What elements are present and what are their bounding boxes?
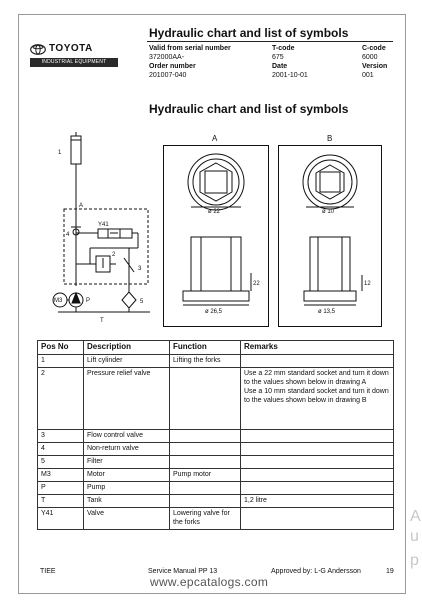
cell-function <box>170 430 241 443</box>
col-description: Description <box>84 341 170 355</box>
cell-function <box>170 482 241 495</box>
table-row <box>38 368 394 430</box>
ccode-label: C-code <box>362 45 386 52</box>
cell-description: Valve <box>84 508 170 530</box>
table-row <box>38 430 394 443</box>
side-ghost-1: A <box>410 508 421 525</box>
cell-pos: 4 <box>38 443 84 456</box>
solenoid-valve-symbol <box>98 229 108 238</box>
table-row <box>38 508 394 530</box>
footer-manual: Service Manual PP 13 <box>148 568 218 575</box>
document-title: Hydraulic chart and list of symbols <box>149 26 349 40</box>
cell-pos: P <box>38 482 84 495</box>
order-number-value: 201007-040 <box>149 72 187 79</box>
drawing-a-label: A <box>212 134 218 143</box>
schematic-label-5: 5 <box>140 299 144 305</box>
drawing-a-bottom-dim: ø 26,5 <box>205 309 223 315</box>
cell-description: Motor <box>84 469 170 482</box>
cell-remarks <box>241 355 394 368</box>
brand-subtitle: INDUSTRIAL EQUIPMENT <box>30 58 118 67</box>
table-row <box>38 482 394 495</box>
valid-from-label: Valid from serial number <box>149 45 231 52</box>
cell-description: Tank <box>84 495 170 508</box>
cell-remarks: Use a 22 mm standard socket and turn it down to the values shown below in drawing A Use a 10 mm standard socket and turn it down to the values shown below in drawing B <box>241 368 394 430</box>
cell-description: Flow control valve <box>84 430 170 443</box>
side-ghost-3: p <box>410 552 419 569</box>
table-row <box>38 495 394 508</box>
schematic-label-p: P <box>86 298 91 304</box>
cell-pos: 3 <box>38 430 84 443</box>
schematic-label-4: 4 <box>66 232 70 238</box>
cell-function <box>170 495 241 508</box>
toyota-emblem-icon <box>30 44 46 55</box>
version-label: Version <box>362 63 388 70</box>
cell-description: Lift cylinder <box>84 355 170 368</box>
footer-approved: Approved by: L-G Andersson <box>271 568 361 575</box>
header-rule <box>147 41 393 42</box>
schematic-label-2: 2 <box>112 252 116 258</box>
cell-pos: Y41 <box>38 508 84 530</box>
cell-remarks <box>241 430 394 443</box>
valve-block-outline <box>64 209 148 284</box>
cell-remarks <box>241 443 394 456</box>
drawing-b-bottom-dim: ø 13,5 <box>318 309 336 315</box>
table-row <box>38 456 394 469</box>
schematic-label-1: 1 <box>58 150 62 156</box>
date-label: Date <box>272 63 288 70</box>
cell-description: Pressure relief valve <box>84 368 170 430</box>
schematic-label-m3: M3 <box>54 298 63 304</box>
side-ghost-2: u <box>410 528 419 545</box>
drawing-b-side-dim: 12 <box>364 281 371 287</box>
cell-remarks <box>241 508 394 530</box>
cell-function: Lifting the forks <box>170 355 241 368</box>
cell-remarks <box>241 469 394 482</box>
col-pos-no: Pos No <box>38 341 84 355</box>
drawing-a <box>163 145 269 327</box>
valid-from-value: 372000AA- <box>149 54 185 61</box>
cell-remarks: 1,2 litre <box>241 495 394 508</box>
filter-symbol <box>122 292 136 308</box>
cell-function <box>170 443 241 456</box>
col-function: Function <box>170 341 241 355</box>
schematic-label-a: A <box>79 203 84 209</box>
col-remarks: Remarks <box>241 341 394 355</box>
cell-pos: 1 <box>38 355 84 368</box>
drawing-a-side-dim: 22 <box>253 281 260 287</box>
cell-remarks <box>241 482 394 495</box>
section-title: Hydraulic chart and list of symbols <box>149 102 349 116</box>
drawing-b-label: B <box>327 134 333 143</box>
footer-left: TIEE <box>40 568 56 575</box>
cell-pos: 5 <box>38 456 84 469</box>
tcode-value: 675 <box>272 54 284 61</box>
hydraulic-schematic <box>50 132 160 332</box>
table-header-row <box>38 341 394 355</box>
drawing-b-top-dim: ø 10 <box>322 209 335 215</box>
cell-description: Filter <box>84 456 170 469</box>
cell-function: Lowering valve for the forks <box>170 508 241 530</box>
cell-function <box>170 368 241 430</box>
table-row <box>38 355 394 368</box>
symbols-table <box>37 340 394 530</box>
version-value: 001 <box>362 72 374 79</box>
schematic-label-y41: Y41 <box>98 222 109 228</box>
cell-remarks <box>241 456 394 469</box>
cell-pos: T <box>38 495 84 508</box>
cell-pos: M3 <box>38 469 84 482</box>
cell-description: Pump <box>84 482 170 495</box>
ccode-value: 6000 <box>362 54 378 61</box>
order-number-label: Order number <box>149 63 196 70</box>
table-row <box>38 443 394 456</box>
tcode-label: T-code <box>272 45 295 52</box>
watermark: www.epcatalogs.com <box>150 575 269 589</box>
schematic-label-t: T <box>100 318 104 324</box>
cell-pos: 2 <box>38 368 84 430</box>
cell-function <box>170 456 241 469</box>
footer-page-number: 19 <box>386 568 394 575</box>
schematic-label-3: 3 <box>138 266 142 272</box>
drawing-a-top-dim: ø 22 <box>208 209 221 215</box>
date-value: 2001-10-01 <box>272 72 308 79</box>
drawing-b <box>278 145 382 327</box>
brand-name: TOYOTA <box>49 43 93 54</box>
cell-description: Non-return valve <box>84 443 170 456</box>
cell-function: Pump motor <box>170 469 241 482</box>
table-row <box>38 469 394 482</box>
